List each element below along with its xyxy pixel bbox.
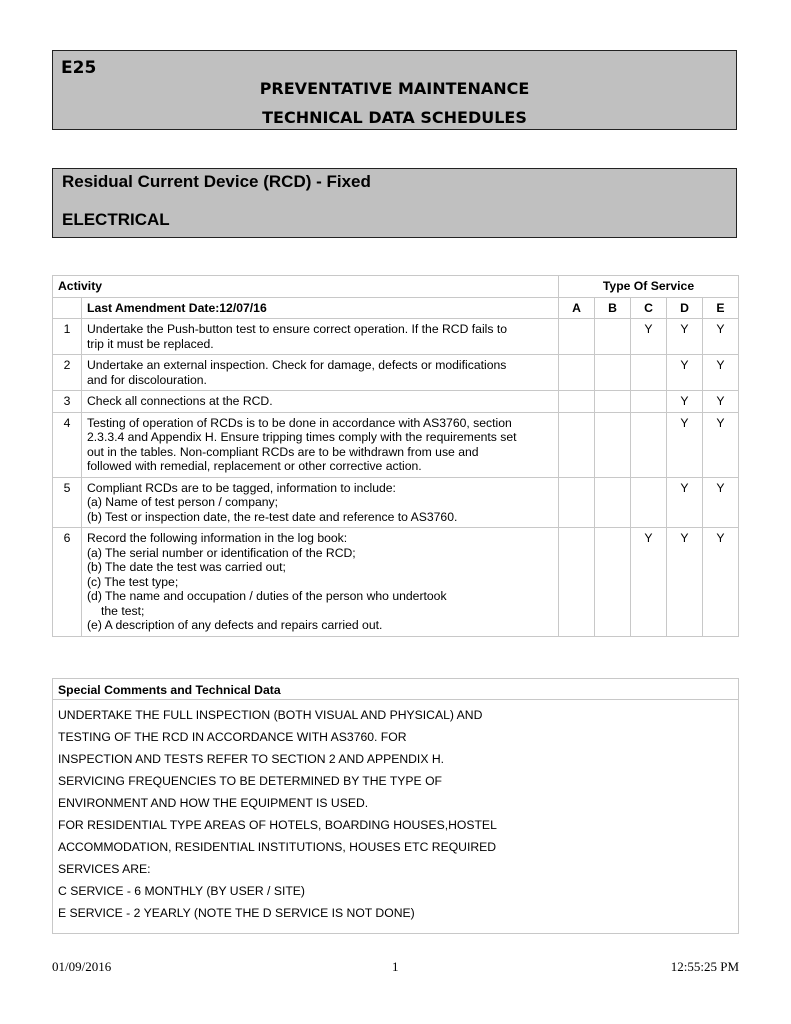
comment-line: TESTING OF THE RCD IN ACCORDANCE WITH AS3760. FOR [58, 730, 407, 744]
activity-description-line: trip it must be replaced. [87, 336, 214, 351]
footer-date: 01/09/2016 [52, 959, 112, 974]
service-cell-b [595, 477, 631, 528]
service-cell-b [595, 412, 631, 477]
table-row [53, 319, 739, 355]
service-cell-d: Y [667, 528, 703, 637]
service-cell-a [559, 355, 595, 391]
schedule-title-line-1: PREVENTATIVE MAINTENANCE [259, 79, 530, 98]
schedule-title-line-2: TECHNICAL DATA SCHEDULES [262, 108, 527, 127]
activity-description-line: (a) Name of test person / company; [87, 495, 279, 509]
service-cell-c [631, 391, 667, 413]
service-col-c: C [631, 297, 667, 319]
comment-line: ACCOMMODATION, RESIDENTIAL INSTITUTIONS, HOUSES ETC REQUIRED [58, 840, 497, 854]
service-header: Type Of Service [559, 276, 739, 298]
activity-description [82, 319, 559, 355]
device-title: Residual Current Device (RCD) - Fixed [62, 172, 371, 191]
service-cell-e: Y [703, 391, 739, 413]
service-col-e: E [703, 297, 739, 319]
activity-description [82, 391, 559, 413]
comment-line: SERVICING FREQUENCIES TO BE DETERMINED BY THE TYPE OF [58, 774, 442, 788]
service-cell-c [631, 477, 667, 528]
footer-page-number: 1 [392, 959, 399, 974]
service-cell-e: Y [703, 477, 739, 528]
service-cell-c: Y [631, 319, 667, 355]
service-cell-d: Y [667, 412, 703, 477]
special-comments-panel [52, 678, 739, 934]
service-cell-e: Y [703, 319, 739, 355]
activity-header: Activity [53, 276, 559, 298]
activity-description-line: Undertake an external inspection. Check for damage, defects or modifications [87, 358, 507, 372]
service-cell-a [559, 319, 595, 355]
activity-number: 6 [53, 528, 82, 637]
comment-line: E SERVICE - 2 YEARLY (NOTE THE D SERVICE IS NOT DONE) [58, 906, 415, 920]
schedule-header [52, 50, 737, 130]
activity-number: 4 [53, 412, 82, 477]
amendment-row [53, 297, 739, 319]
activity-description [82, 477, 559, 528]
activity-description [82, 528, 559, 637]
footer-time: 12:55:25 PM [670, 959, 739, 974]
activity-description-line: followed with remedial, replacement or other corrective action. [87, 459, 422, 473]
amendment-date: Last Amendment Date:12/07/16 [82, 297, 559, 319]
table-header-row [53, 276, 739, 298]
service-col-a: A [559, 297, 595, 319]
table-row [53, 528, 739, 637]
service-cell-e: Y [703, 528, 739, 637]
service-col-d: D [667, 297, 703, 319]
amendment-blank-cell [53, 297, 82, 319]
special-comments-body [53, 700, 738, 928]
comment-line: UNDERTAKE THE FULL INSPECTION (BOTH VISUAL AND PHYSICAL) AND [58, 708, 483, 722]
service-cell-c [631, 412, 667, 477]
service-cell-d: Y [667, 319, 703, 355]
service-cell-d: Y [667, 391, 703, 413]
activity-number: 5 [53, 477, 82, 528]
activity-description-line: out in the tables. Non-compliant RCDs are to be withdrawn from use and [87, 444, 479, 459]
table-row [53, 391, 739, 413]
activity-description-line: (a) The serial number or identification of the RCD; [87, 545, 356, 560]
activity-number: 2 [53, 355, 82, 391]
service-cell-c: Y [631, 528, 667, 637]
service-cell-a [559, 412, 595, 477]
service-cell-b [595, 319, 631, 355]
service-cell-b [595, 355, 631, 391]
service-cell-b [595, 391, 631, 413]
service-col-b: B [595, 297, 631, 319]
activity-description-line: (c) The test type; [87, 574, 179, 589]
activity-description-line: (e) A description of any defects and repairs carried out. [87, 618, 383, 632]
comment-line: ENVIRONMENT AND HOW THE EQUIPMENT IS USED. [58, 796, 369, 810]
device-category: ELECTRICAL [62, 210, 170, 229]
activity-description-line: Record the following information in the log book: [87, 531, 348, 545]
table-row [53, 412, 739, 477]
comment-line: FOR RESIDENTIAL TYPE AREAS OF HOTELS, BOARDING HOUSES,HOSTEL [58, 818, 497, 832]
table-row [53, 355, 739, 391]
activity-description-line: the test; [101, 603, 145, 618]
service-cell-d: Y [667, 355, 703, 391]
service-cell-b [595, 528, 631, 637]
activity-description-line: and for discolouration. [87, 372, 207, 387]
service-cell-d: Y [667, 477, 703, 528]
service-cell-a [559, 477, 595, 528]
activity-description-line: (b) Test or inspection date, the re-test date and reference to AS3760. [87, 509, 458, 524]
device-header [52, 168, 737, 238]
service-cell-a [559, 528, 595, 637]
service-cell-a [559, 391, 595, 413]
activity-description-line: (d) The name and occupation / duties of the person who undertook [87, 589, 447, 603]
activity-description-line: 2.3.3.4 and Appendix H. Ensure tripping times comply with the requirements set [87, 430, 517, 444]
service-cell-e: Y [703, 355, 739, 391]
activity-table [52, 275, 739, 637]
schedule-code: E25 [61, 58, 97, 78]
comment-line: INSPECTION AND TESTS REFER TO SECTION 2 AND APPENDIX H. [58, 752, 445, 766]
table-row [53, 477, 739, 528]
activity-description-line: Check all connections at the RCD. [87, 394, 273, 408]
activity-description-line: Undertake the Push-button test to ensure correct operation. If the RCD fails to [87, 322, 508, 336]
special-comments-header: Special Comments and Technical Data [53, 679, 738, 700]
activity-description-line: (b) The date the test was carried out; [87, 560, 286, 574]
activity-number: 3 [53, 391, 82, 413]
comment-line: SERVICES ARE: [58, 862, 151, 876]
activity-description-line: Testing of operation of RCDs is to be done in accordance with AS3760, section [87, 415, 512, 430]
comment-line: C SERVICE - 6 MONTHLY (BY USER / SITE) [58, 884, 305, 898]
activity-description [82, 355, 559, 391]
activity-description-line: Compliant RCDs are to be tagged, information to include: [87, 480, 396, 495]
service-cell-e: Y [703, 412, 739, 477]
activity-number: 1 [53, 319, 82, 355]
activity-description [82, 412, 559, 477]
service-cell-c [631, 355, 667, 391]
